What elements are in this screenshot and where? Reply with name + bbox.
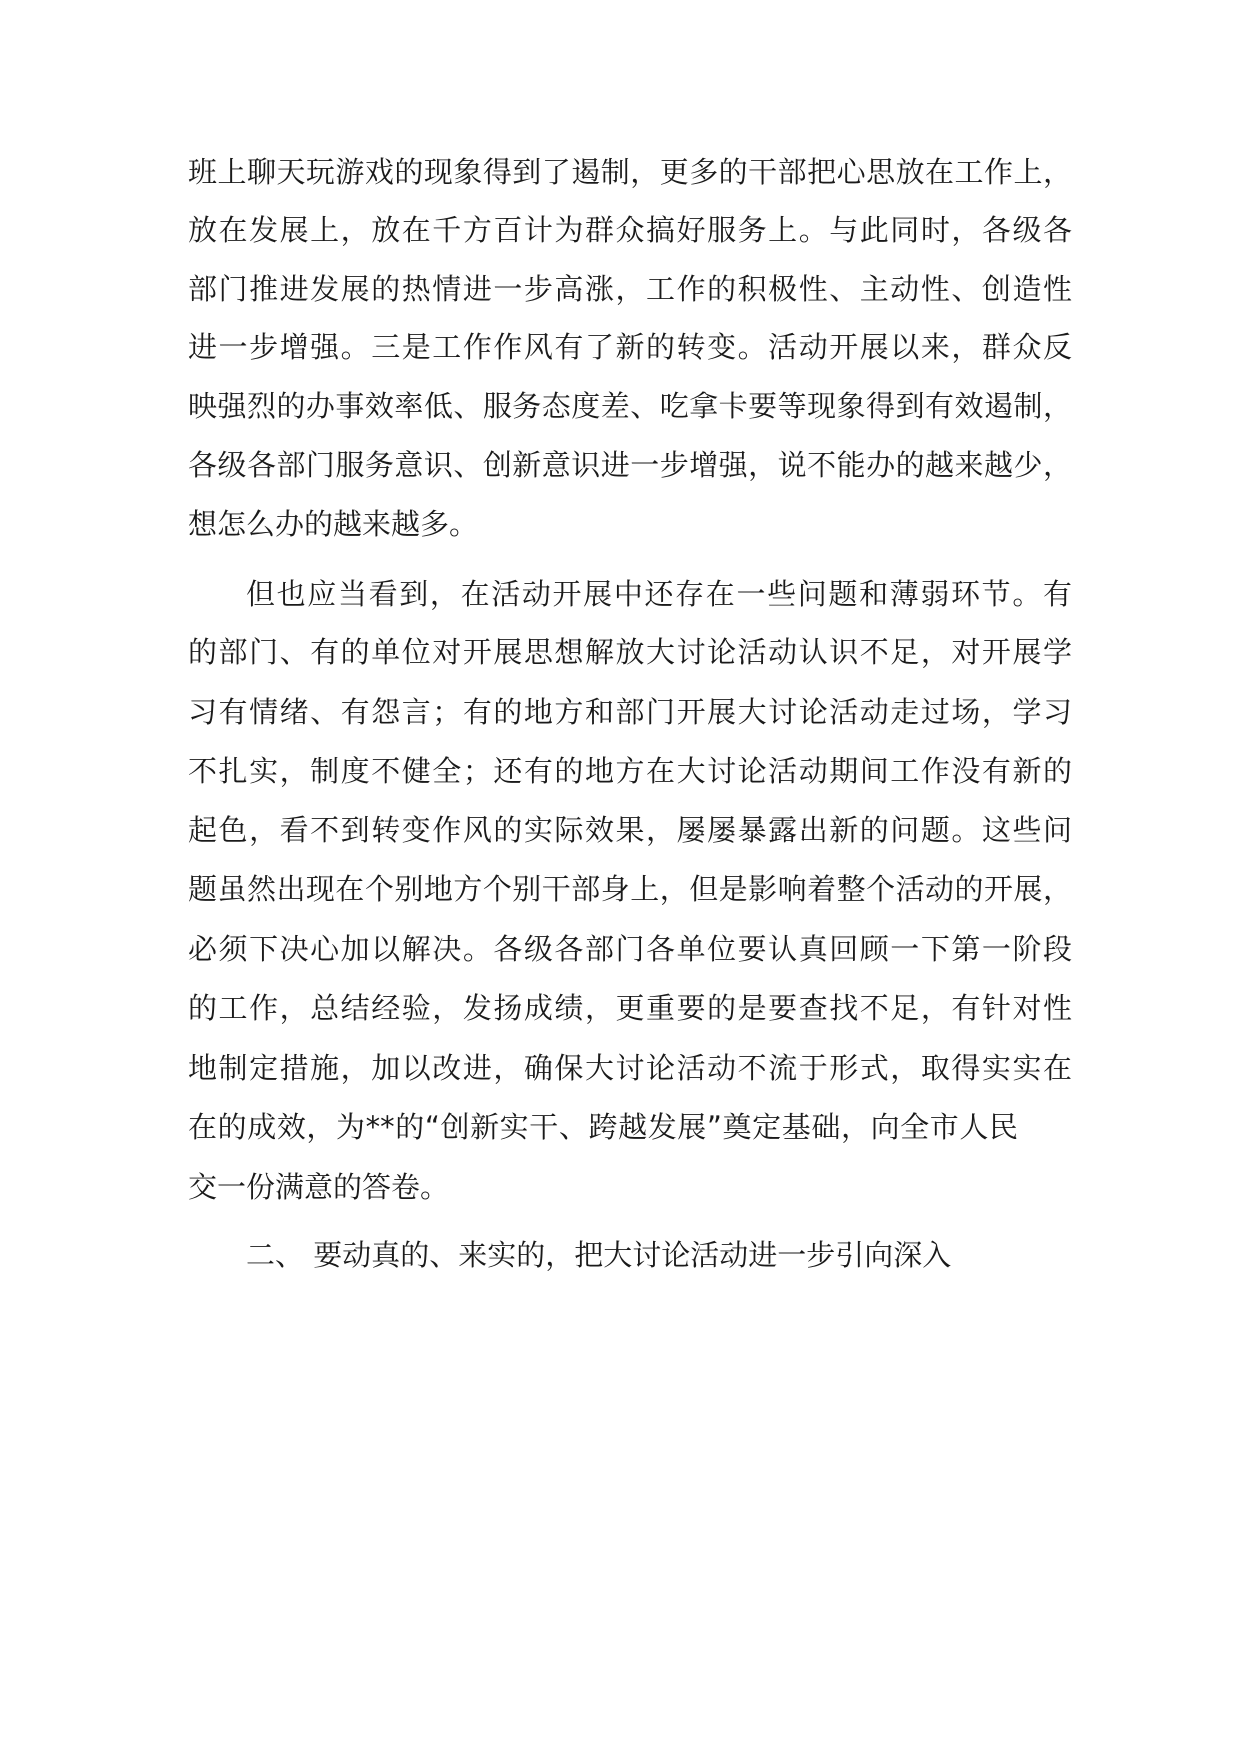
body-text-line: 放在发展上，放在千方百计为群众搞好服务上。与此同时，各级各 — [188, 213, 1072, 247]
body-text-line: 的工作，总结经验，发扬成绩，更重要的是要查找不足，有针对性 — [188, 991, 1072, 1025]
body-text-line: 进一步增强。三是工作作风有了新的转变。活动开展以来，群众反 — [188, 330, 1072, 364]
body-text-line: 班上聊天玩游戏的现象得到了遏制，更多的干部把心思放在工作上， — [188, 155, 1072, 189]
body-text-line: 习有情绪、有怨言；有的地方和部门开展大讨论活动走过场，学习 — [188, 695, 1072, 729]
body-text-line: 想怎么办的越来越多。 — [188, 507, 479, 541]
body-text-line: 映强烈的办事效率低、服务态度差、吃拿卡要等现象得到有效遏制， — [188, 389, 1072, 423]
section-heading: 二、 要动真的、来实的，把大讨论活动进一步引向深入 — [246, 1238, 952, 1272]
body-text-line: 题虽然出现在个别地方个别干部身上，但是影响着整个活动的开展， — [188, 872, 1072, 906]
body-text-line: 地制定措施，加以改进，确保大讨论活动不流于形式，取得实实在 — [188, 1051, 1072, 1085]
body-text-line: 部门推进发展的热情进一步高涨，工作的积极性、主动性、创造性 — [188, 272, 1072, 306]
body-text-line: 起色，看不到转变作风的实际效果，屡屡暴露出新的问题。这些问 — [188, 813, 1072, 847]
body-text-line: 各级各部门服务意识、创新意识进一步增强，说不能办的越来越少， — [188, 448, 1072, 482]
paragraph-first-line: 但也应当看到，在活动开展中还存在一些问题和薄弱环节。有 — [246, 577, 1072, 611]
body-text-line: 不扎实，制度不健全；还有的地方在大讨论活动期间工作没有新的 — [188, 754, 1072, 788]
body-text-line: 在的成效，为**的“创新实干、跨越发展”奠定基础，向全市人民 — [188, 1110, 1018, 1144]
body-text-line: 的部门、有的单位对开展思想解放大讨论活动认识不足，对开展学 — [188, 635, 1072, 669]
body-text-line: 交一份满意的答卷。 — [188, 1170, 450, 1204]
body-text-line: 必须下决心加以解决。各级各部门各单位要认真回顾一下第一阶段 — [188, 932, 1072, 966]
